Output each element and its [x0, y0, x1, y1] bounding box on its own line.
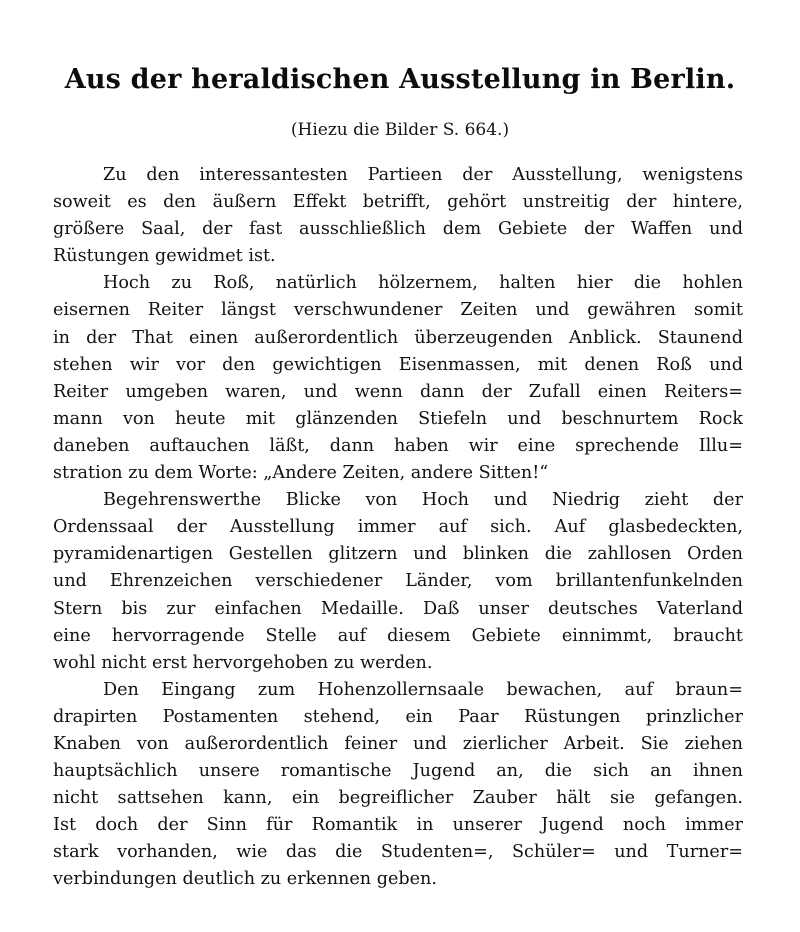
paragraph-line: und Ehrenzeichen verschiedener Länder, vom brillantenfunkelnden	[53, 571, 743, 592]
paragraph	[53, 270, 743, 487]
paragraph-line: daneben auftauchen läßt, dann haben wir eine sprechende Illu=	[53, 435, 743, 456]
paragraph-line: mann von heute mit glänzenden Stiefeln und beschnurtem Rock	[53, 408, 743, 429]
paragraph-line: Ordenssaal der Ausstellung immer auf sich. Auf glasbedeckten,	[53, 517, 743, 538]
paragraph-line: Begehrenswerthe Blicke von Hoch und Niedrig zieht der	[103, 490, 743, 511]
paragraph-line: verbindungen deutlich zu erkennen geben.	[53, 869, 437, 890]
paragraph-line: wohl nicht erst hervorgehoben zu werden.	[53, 652, 433, 673]
paragraph-line: stration zu dem Worte: „Andere Zeiten, andere Sitten!“	[53, 463, 549, 484]
paragraph-line: drapirten Postamenten stehend, ein Paar Rüstungen prinzlicher	[53, 706, 743, 727]
paragraph-line: Reiter umgeben waren, und wenn dann der Zufall einen Reiters=	[53, 381, 743, 402]
paragraph-line: nicht sattsehen kann, ein begreiflicher Zauber hält sie gefangen.	[53, 788, 743, 809]
paragraph-line: stehen wir vor den gewichtigen Eisenmassen, mit denen Roß und	[53, 354, 743, 375]
article-subtitle: (Hiezu die Bilder S. 664.)	[290, 120, 510, 140]
paragraph	[53, 487, 743, 677]
article-body	[53, 162, 743, 894]
paragraph-line: stark vorhanden, wie das die Studenten=, Schüler= und Turner=	[53, 842, 743, 863]
paragraph-line: größere Saal, der fast ausschließlich dem Gebiete der Waffen und	[53, 219, 743, 240]
paragraph-line: Stern bis zur einfachen Medaille. Daß unser deutsches Vaterland	[53, 598, 743, 619]
paragraph-line: eine hervorragende Stelle auf diesem Gebiete einnimmt, braucht	[53, 625, 743, 646]
paragraph-line: Ist doch der Sinn für Romantik in unserer Jugend noch immer	[53, 815, 743, 836]
paragraph-line: soweit es den äußern Effekt betrifft, gehört unstreitig der hintere,	[53, 192, 743, 213]
paragraph-line: hauptsächlich unsere romantische Jugend an, die sich an ihnen	[53, 761, 743, 782]
paragraph	[53, 162, 743, 270]
article-title: Aus der heraldischen Ausstellung in Berlin.	[64, 64, 736, 95]
paragraph-line: Hoch zu Roß, natürlich hölzernem, halten hier die hohlen	[103, 273, 743, 294]
paragraph-line: Rüstungen gewidmet ist.	[53, 246, 276, 267]
paragraph-line: eisernen Reiter längst verschwundener Zeiten und gewähren somit	[53, 300, 743, 321]
paragraph-line: Knaben von außerordentlich feiner und zierlicher Arbeit. Sie ziehen	[53, 733, 743, 754]
paragraph-line: Zu den interessantesten Partieen der Ausstellung, wenigstens	[103, 165, 743, 185]
paragraph-line: pyramidenartigen Gestellen glitzern und blinken die zahllosen Orden	[53, 544, 743, 565]
paragraph	[53, 677, 743, 894]
paragraph-line: in der That einen außerordentlich überzeugenden Anblick. Staunend	[53, 327, 743, 348]
paragraph-line: Den Eingang zum Hohenzollernsaale bewachen, auf braun=	[103, 679, 743, 700]
